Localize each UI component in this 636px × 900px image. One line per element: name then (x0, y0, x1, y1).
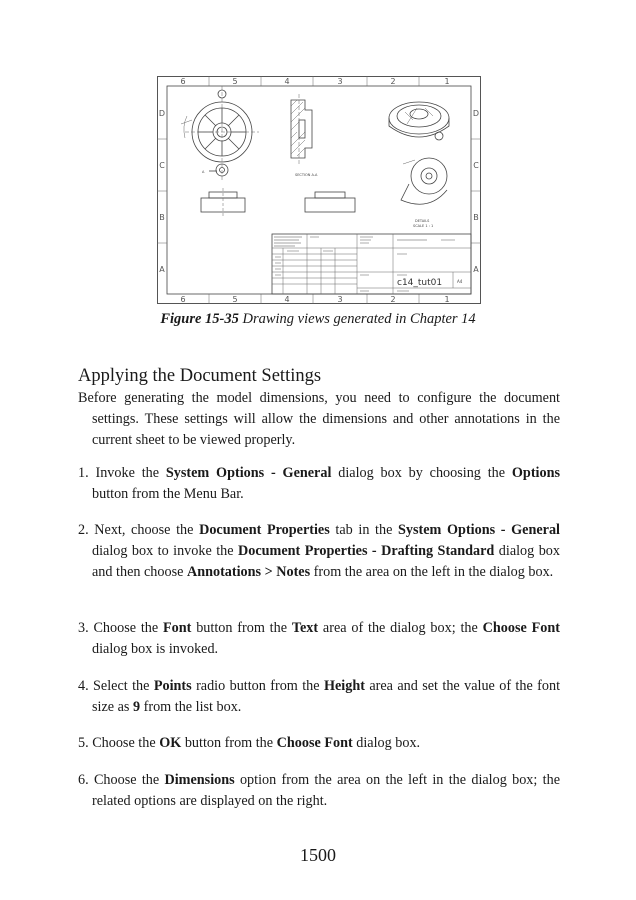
section-marker: A (202, 170, 205, 174)
svg-text:A4: A4 (457, 279, 463, 284)
step-3: 3. Choose the Font button from the Text area of the dialog box; the Choose Font dialog box is invoked. (78, 620, 560, 657)
ruler-right-a: A (473, 265, 479, 274)
step-1: 1. Invoke the System Options - General dialog box by choosing the Options button from the Menu Bar. (78, 465, 560, 502)
ruler-top-3: 3 (337, 77, 343, 86)
ruler-left-d: D (158, 109, 166, 118)
intro-paragraph: Before generating the model dimensions, you need to configure the document settings. These settings will allow the dimensions and other annotations in the current sheet to be viewed properly. (78, 390, 560, 448)
step-5: 5. Choose the OK button from the Choose Font dialog box. (78, 735, 421, 751)
drawing-sheet (157, 76, 481, 304)
drawing-name: c14_tut01 (397, 278, 443, 288)
ruler-top-4: 4 (284, 77, 290, 86)
ruler-left-b: B (159, 213, 165, 222)
ruler-bottom-1: 1 (444, 295, 450, 304)
caption-label: Figure 15-35 (160, 311, 239, 327)
details-scale: SCALE 1 : 1 (413, 224, 434, 228)
ruler-right-d: D (472, 109, 480, 118)
ruler-top-5: 5 (232, 77, 238, 86)
ruler-right-c: C (473, 161, 479, 170)
ruler-right-b: B (473, 213, 479, 222)
step-4: 4. Select the Points radio button from the Height area and set the value of the font size as 9 from the list box. (78, 678, 561, 715)
step-2: 2. Next, choose the Document Properties tab in the System Options - General dialog box to invoke the Document Properties - Drafting Standard dialog box and then choose Annotations > Notes from the area on the left in the dialog box. (78, 522, 560, 580)
figure-caption (0, 311, 636, 328)
ruler-bottom-6: 6 (180, 295, 186, 304)
ruler-top-6: 6 (180, 77, 186, 86)
ruler-left-c: C (159, 161, 165, 170)
section-label: SECTION A-A (295, 173, 318, 177)
ruler-left-a: A (159, 265, 165, 274)
details-label: DETAILS (415, 219, 430, 223)
section-heading: Applying the Document Settings (78, 366, 322, 386)
step-6: 6. Choose the Dimensions option from the area on the left in the dialog box; the related options are displayed on the right. (78, 772, 560, 809)
page-number: 1500 (300, 845, 336, 865)
drawing-figure (157, 76, 481, 304)
ruler-top-1: 1 (444, 77, 450, 86)
ruler-bottom-4: 4 (284, 295, 290, 304)
ruler-bottom-2: 2 (390, 295, 396, 304)
ruler-bottom-5: 5 (232, 295, 238, 304)
ruler-top-2: 2 (390, 77, 396, 86)
ruler-bottom-3: 3 (337, 295, 343, 304)
caption-text: Drawing views generated in Chapter 14 (242, 311, 476, 327)
